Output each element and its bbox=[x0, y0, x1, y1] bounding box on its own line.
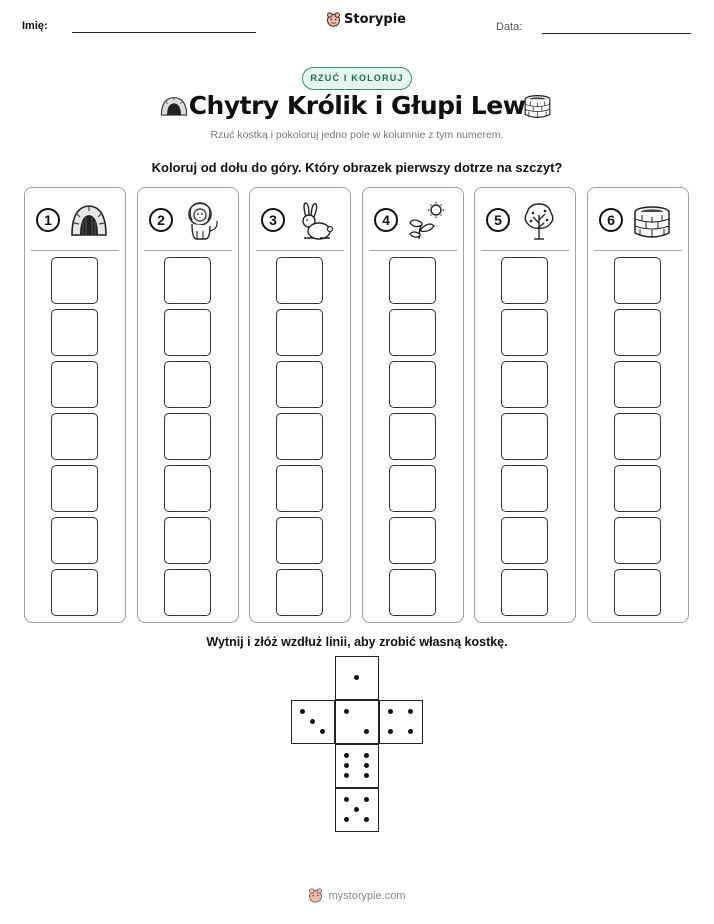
color-box[interactable] bbox=[276, 517, 323, 564]
pip bbox=[408, 729, 413, 734]
pip bbox=[344, 753, 349, 758]
color-box[interactable] bbox=[389, 569, 436, 616]
footer bbox=[0, 888, 714, 903]
color-box[interactable] bbox=[51, 517, 98, 564]
color-box[interactable] bbox=[614, 309, 661, 356]
color-box[interactable] bbox=[276, 413, 323, 460]
color-box[interactable] bbox=[51, 361, 98, 408]
color-box[interactable] bbox=[614, 361, 661, 408]
color-box[interactable] bbox=[51, 569, 98, 616]
column-2 bbox=[137, 187, 239, 623]
color-box[interactable] bbox=[501, 413, 548, 460]
pip bbox=[364, 763, 369, 768]
color-box[interactable] bbox=[51, 309, 98, 356]
brand-logo bbox=[326, 12, 406, 27]
color-box[interactable] bbox=[389, 361, 436, 408]
color-box[interactable] bbox=[276, 465, 323, 512]
column-divider bbox=[369, 250, 457, 251]
color-box[interactable] bbox=[164, 517, 211, 564]
column-divider bbox=[481, 250, 569, 251]
pip bbox=[408, 709, 413, 714]
color-box[interactable] bbox=[276, 309, 323, 356]
column-3 bbox=[249, 187, 351, 623]
column-number: 1 bbox=[36, 208, 60, 232]
page-title: Chytry Królik i Głupi Lew bbox=[188, 91, 526, 120]
date-label: Data: bbox=[496, 21, 523, 33]
pie-mascot-icon bbox=[326, 12, 341, 27]
color-box[interactable] bbox=[614, 517, 661, 564]
pip bbox=[364, 773, 369, 778]
pip bbox=[364, 817, 369, 822]
color-box[interactable] bbox=[164, 413, 211, 460]
color-box[interactable] bbox=[164, 569, 211, 616]
color-box[interactable] bbox=[501, 361, 548, 408]
column-number: 2 bbox=[149, 208, 173, 232]
dice-face-6[interactable] bbox=[335, 744, 379, 788]
column-5 bbox=[474, 187, 576, 623]
pip bbox=[364, 797, 369, 802]
pip bbox=[320, 729, 325, 734]
well-icon bbox=[632, 201, 672, 241]
color-box[interactable] bbox=[501, 257, 548, 304]
cave-icon bbox=[69, 201, 109, 241]
color-box[interactable] bbox=[614, 569, 661, 616]
pip bbox=[388, 729, 393, 734]
dice-face-4[interactable] bbox=[379, 700, 423, 744]
column-divider bbox=[31, 250, 119, 251]
pip bbox=[364, 729, 369, 734]
color-box[interactable] bbox=[389, 257, 436, 304]
footer-link[interactable]: mystorypie.com bbox=[328, 889, 406, 902]
column-1 bbox=[24, 187, 126, 623]
color-box[interactable] bbox=[164, 257, 211, 304]
column-number: 4 bbox=[374, 208, 398, 232]
color-box[interactable] bbox=[164, 465, 211, 512]
sun-plant-icon bbox=[407, 201, 447, 241]
pip bbox=[364, 753, 369, 758]
column-divider bbox=[144, 250, 232, 251]
date-line[interactable] bbox=[542, 33, 691, 34]
color-box[interactable] bbox=[51, 257, 98, 304]
color-box[interactable] bbox=[164, 309, 211, 356]
column-6 bbox=[587, 187, 689, 623]
rabbit-icon bbox=[294, 201, 334, 241]
color-box[interactable] bbox=[389, 517, 436, 564]
color-box[interactable] bbox=[501, 517, 548, 564]
color-box[interactable] bbox=[389, 465, 436, 512]
pip bbox=[344, 817, 349, 822]
name-label: Imię: bbox=[22, 20, 48, 32]
color-box[interactable] bbox=[276, 361, 323, 408]
title-well-icon bbox=[523, 94, 552, 119]
color-box[interactable] bbox=[614, 465, 661, 512]
pip bbox=[300, 709, 305, 714]
instruction: Koloruj od dołu do góry. Który obrazek pierwszy dotrze na szczyt? bbox=[151, 160, 563, 175]
color-box[interactable] bbox=[276, 257, 323, 304]
color-box[interactable] bbox=[276, 569, 323, 616]
lion-icon bbox=[182, 201, 222, 241]
brand-name: Storypie bbox=[344, 12, 406, 27]
color-box[interactable] bbox=[389, 413, 436, 460]
color-box[interactable] bbox=[501, 309, 548, 356]
pip bbox=[354, 807, 359, 812]
color-box[interactable] bbox=[51, 413, 98, 460]
subtitle: Rzuć kostką i pokoloruj jedno pole w kolumnie z tym numerem. bbox=[210, 129, 504, 141]
color-box[interactable] bbox=[614, 413, 661, 460]
dice-face-2[interactable] bbox=[335, 700, 379, 744]
color-box[interactable] bbox=[51, 465, 98, 512]
pip bbox=[354, 675, 359, 680]
pip bbox=[344, 773, 349, 778]
color-box[interactable] bbox=[501, 465, 548, 512]
color-box[interactable] bbox=[164, 361, 211, 408]
dice-face-5[interactable] bbox=[335, 788, 379, 832]
column-number: 6 bbox=[599, 208, 623, 232]
cut-instruction: Wytnij i złóż wzdłuż linii, aby zrobić własną kostkę. bbox=[206, 635, 508, 649]
color-box[interactable] bbox=[614, 257, 661, 304]
pip bbox=[344, 797, 349, 802]
pip bbox=[388, 709, 393, 714]
column-divider bbox=[256, 250, 344, 251]
pip bbox=[310, 719, 315, 724]
pie-mascot-icon bbox=[308, 888, 323, 903]
column-number: 5 bbox=[486, 208, 510, 232]
pip bbox=[344, 763, 349, 768]
name-line[interactable] bbox=[72, 32, 256, 33]
tree-icon bbox=[519, 201, 559, 241]
color-box[interactable] bbox=[389, 309, 436, 356]
column-number: 3 bbox=[261, 208, 285, 232]
activity-badge: RZUĆ I KOLORUJ bbox=[302, 67, 412, 90]
dice-face-1[interactable] bbox=[335, 656, 379, 700]
pip bbox=[344, 709, 349, 714]
color-box[interactable] bbox=[501, 569, 548, 616]
column-divider bbox=[594, 250, 682, 251]
column-4 bbox=[362, 187, 464, 623]
dice-face-3[interactable] bbox=[291, 700, 335, 744]
